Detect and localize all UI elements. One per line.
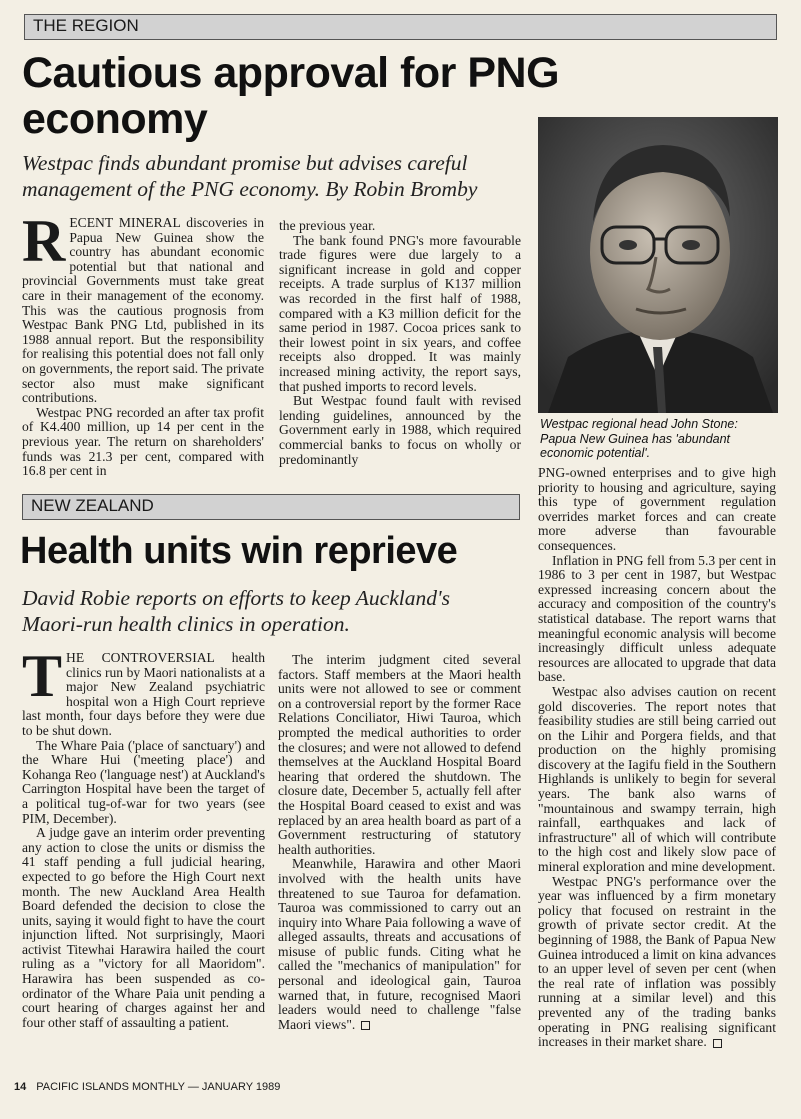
deck: Westpac finds abundant promise but advises careful management of the PNG economy. By Robin Bromby (22, 151, 478, 201)
region-column-1 (22, 208, 264, 479)
nz-column-1 (22, 643, 265, 1030)
paragraph: Westpac PNG recorded an after tax profit of K4.400 million, up 14 per cent in the previous year. The return on shareholders' funds was 21.3 per cent, compared with 16.8 per cent in (22, 404, 264, 479)
drop-cap: R (22, 208, 66, 274)
photo-caption: Westpac regional head John Stone: Papua New Guinea has 'abundant economic potential'. (540, 417, 738, 460)
paragraph: Meanwhile, Harawira and other Maori involved with the health units have threatened to sue Tauroa for defamation. Tauroa was commissioned to carry out an inquiry into Whare Paia following a wave of alleged assaults, threats and accusations of misuse of public funds. Citing what he called the "mechanics of manipulation" for personal and ideological gain, Tauroa warned that, in future, recognised Maori leaders would need to challenge "false Maori views". (278, 856, 521, 1032)
paragraph: Inflation in PNG fell from 5.3 per cent in 1986 to 3 per cent in 1987, but Westpac expressed increasing concern about the accuracy and composition of the country's statistical database. The report warns that meaningful economic analysis will become increasingly difficult unless adequate resources are allocated to upgrade that data base. (538, 552, 776, 685)
region-column-3 (538, 466, 776, 1050)
drop-cap: T (22, 643, 63, 709)
portrait-illustration (538, 117, 778, 413)
paragraph: But Westpac found fault with revised lending guidelines, announced by the Government early in 1988, which required commercial banks to focus on wholly or predominantly (279, 393, 521, 467)
end-mark-icon (713, 1039, 722, 1048)
headline: Cautious approval for PNG economy (22, 49, 560, 143)
paragraph: The bank found PNG's more favourable trade figures were due largely to a significant increase in gold and copper receipts. A trade surplus of K137 million was recorded in the first half of 1988, compared with a K3 million deficit for the same period in 1987. Cocoa prices sank to their lowest point in six years, and coffee receipts also dropped. It was mainly increased mining activity, the report says, that pushed imports to record levels. (279, 232, 521, 394)
deck: David Robie reports on efforts to keep Auckland's Maori-run health clinics in operation. (22, 586, 450, 636)
paragraph: The Whare Paia ('place of sanctuary') and the Whare Hui ('meeting place') and Kohanga Reo ('language nest') at Auckland's Carrington Hospital have been the target of a political tug-of-war for two years (see PIM, December). (22, 737, 265, 826)
page-number: 14 (14, 1081, 27, 1093)
paragraph: PNG-owned enterprises and to give high priority to housing and agriculture, saying this type of government regulation overrides market forces and can create more adverse than favourable consequences. (538, 465, 776, 553)
headline: Health units win reprieve (20, 530, 458, 572)
page-footer (14, 1081, 414, 1093)
section-label: NEW ZEALAND (31, 496, 154, 515)
paragraph: The interim judgment cited several factors. Staff members at the Maori health units were not allowed to see or comment on a controversial report by the former Race Relations Conciliator, Hiwi Tauroa, which prompted the medical authorities to order the closures; and were not allowed to defend themselves at the Auckland Hospital Board hearing that ordered the shutdown. The closure date, December 5, actually fell after the Hospital Board ceased to exist and was replaced by an area health board as part of a Government restructuring of statutory health authorities. (278, 652, 521, 857)
paragraph: the previous year. (279, 218, 376, 233)
paragraph: A judge gave an interim order preventing any action to close the units or dismiss the 41 staff pending a full judicial hearing, expected to go before the High Court next month. The new Auckland Area Health Board defended the decision to close the units, saying it would fight to have the court injunction lifted. Not surprisingly, Maori activist Titewhai Harawira hailed the court ruling as a "victory for all Maoridom". Harawira has been suspended as co-ordinator of the Whare Paia unit pending a court hearing of charges against her and four other staff of assaulting a patient. (22, 825, 265, 1030)
masthead: PACIFIC ISLANDS MONTHLY — JANUARY 1989 (36, 1081, 281, 1093)
end-mark-icon (361, 1021, 370, 1030)
nz-column-2 (278, 653, 521, 1032)
section-bar-region (24, 14, 777, 40)
portrait-photo (538, 117, 778, 413)
paragraph: Westpac PNG's performance over the year was influenced by a firm monetary policy that focused on restraint in the growth of private sector credit. At the beginning of 1988, the Bank of Papua New Guinea introduced a limit on kina advances to an upper level of seven per cent (when the real rate of inflation was possibly running at a similar level) and this prevented any of the trading banks operating in PNG realising significant increases in their market share. (538, 873, 776, 1050)
paragraph: HE CONTROVERSIAL health clinics run by Maori nationalists at a major New Zealand psychiatric hospital won a High Court reprieve last month, four days before they were due to be shut down. (22, 650, 265, 738)
region-column-2 (279, 219, 521, 467)
section-label: THE REGION (33, 16, 139, 35)
section-bar-new-zealand (22, 494, 520, 520)
paragraph: Westpac also advises caution on recent gold discoveries. The report notes that feasibility studies are still being carried out on the Lihir and Porgera fields, and that production on the highly promising discovery at the Iagifu field in the Southern Highlands is unlikely to begin for several years. The bank also warns of "mountainous and swampy terrain, high rainfall, earthquakes and lack of infrastructure" all of which will contribute to the high cost and likely slow pace of mineral exploration and mine development. (538, 683, 776, 875)
paragraph: ECENT MINERAL discoveries in Papua New Guinea show the country has abundant economic potential but that national and provincial Governments must take great care in their management of the economy. This was the cautious prognosis from Westpac Bank PNG Ltd, published in its 1988 annual report. But the responsibility for realising this potential does not fall only on governments, the report said. The private sector also must make significant contributions. (22, 215, 264, 406)
